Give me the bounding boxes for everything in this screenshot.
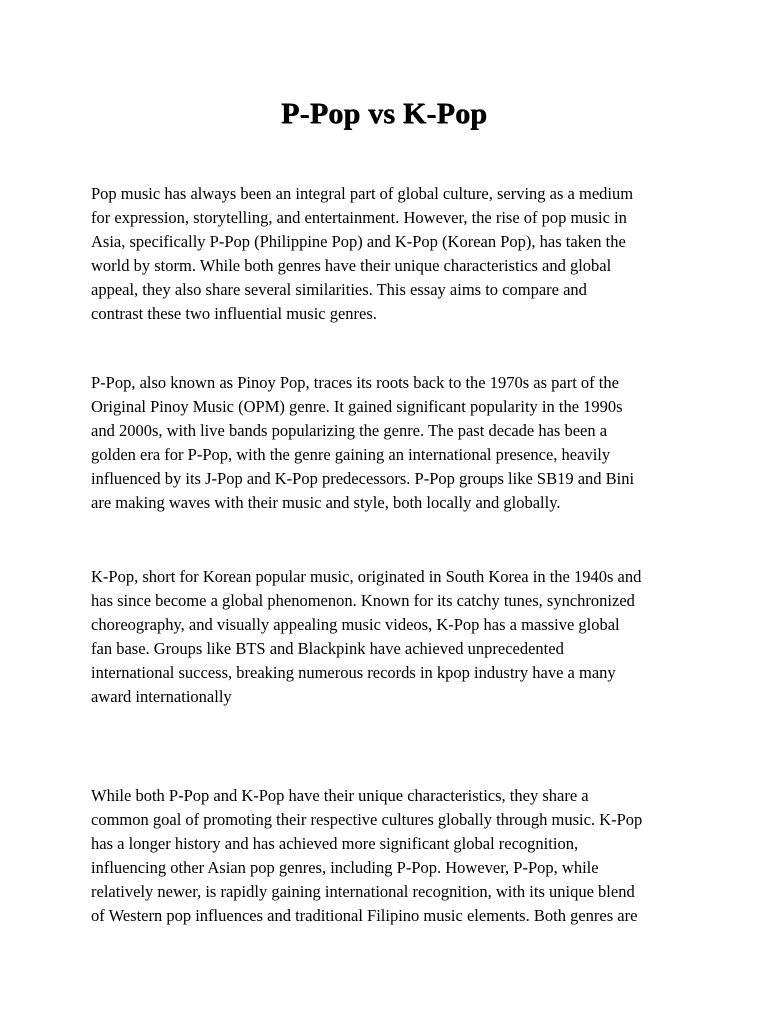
paragraph-line: Asia, specifically P-Pop (Philippine Pop) and K-Pop (Korean Pop), has taken the [91,232,626,251]
paragraph-line: world by storm. While both genres have their unique characteristics and global [91,256,612,275]
paragraph-line: has a longer history and has achieved more significant global recognition, [91,834,579,853]
paragraph-line: and 2000s, with live bands popularizing the genre. The past decade has been a [91,421,608,440]
paragraph-line: of Western pop influences and traditional Filipino music elements. Both genres are [91,906,638,925]
paragraph-line: contrast these two influential music genres. [91,304,377,323]
paragraph-line: relatively newer, is rapidly gaining international recognition, with its unique blend [91,882,635,901]
paragraph-line: are making waves with their music and style, both locally and globally. [91,493,561,512]
paragraph-line: Original Pinoy Music (OPM) genre. It gained significant popularity in the 1990s [91,397,623,416]
paragraph-line: for expression, storytelling, and entertainment. However, the rise of pop music in [91,208,627,227]
paragraph-line: Pop music has always been an integral part of global culture, serving as a medium [91,184,634,203]
paragraph-line: influenced by its J-Pop and K-Pop predecessors. P-Pop groups like SB19 and Bini [91,469,635,488]
paragraph-line: golden era for P-Pop, with the genre gaining an international presence, heavily [91,445,611,464]
paragraph-line: appeal, they also share several similarities. This essay aims to compare and [91,280,587,299]
paragraph-line: K-Pop, short for Korean popular music, originated in South Korea in the 1940s and [91,567,642,586]
paragraph-line: While both P-Pop and K-Pop have their unique characteristics, they share a [91,786,589,805]
paragraph-line: choreography, and visually appealing music videos, K-Pop has a massive global [91,615,620,634]
paragraph-line: influencing other Asian pop genres, including P-Pop. However, P-Pop, while [91,858,599,877]
paragraph-line: common goal of promoting their respective cultures globally through music. K-Pop [91,810,643,829]
paragraph-introduction [91,182,691,326]
document-title: P-Pop vs K-Pop [280,97,488,130]
paragraph-line: international success, breaking numerous records in kpop industry have a many [91,663,616,682]
paragraph-comparison [91,784,691,928]
paragraph-line: fan base. Groups like BTS and Blackpink have achieved unprecedented [91,639,564,658]
paragraph-line: P-Pop, also known as Pinoy Pop, traces its roots back to the 1970s as part of the [91,373,619,392]
paragraph-ppop [91,371,691,515]
paragraph-kpop [91,565,691,709]
paragraph-line: has since become a global phenomenon. Known for its catchy tunes, synchronized [91,591,635,610]
paragraph-line: award internationally [91,687,232,706]
